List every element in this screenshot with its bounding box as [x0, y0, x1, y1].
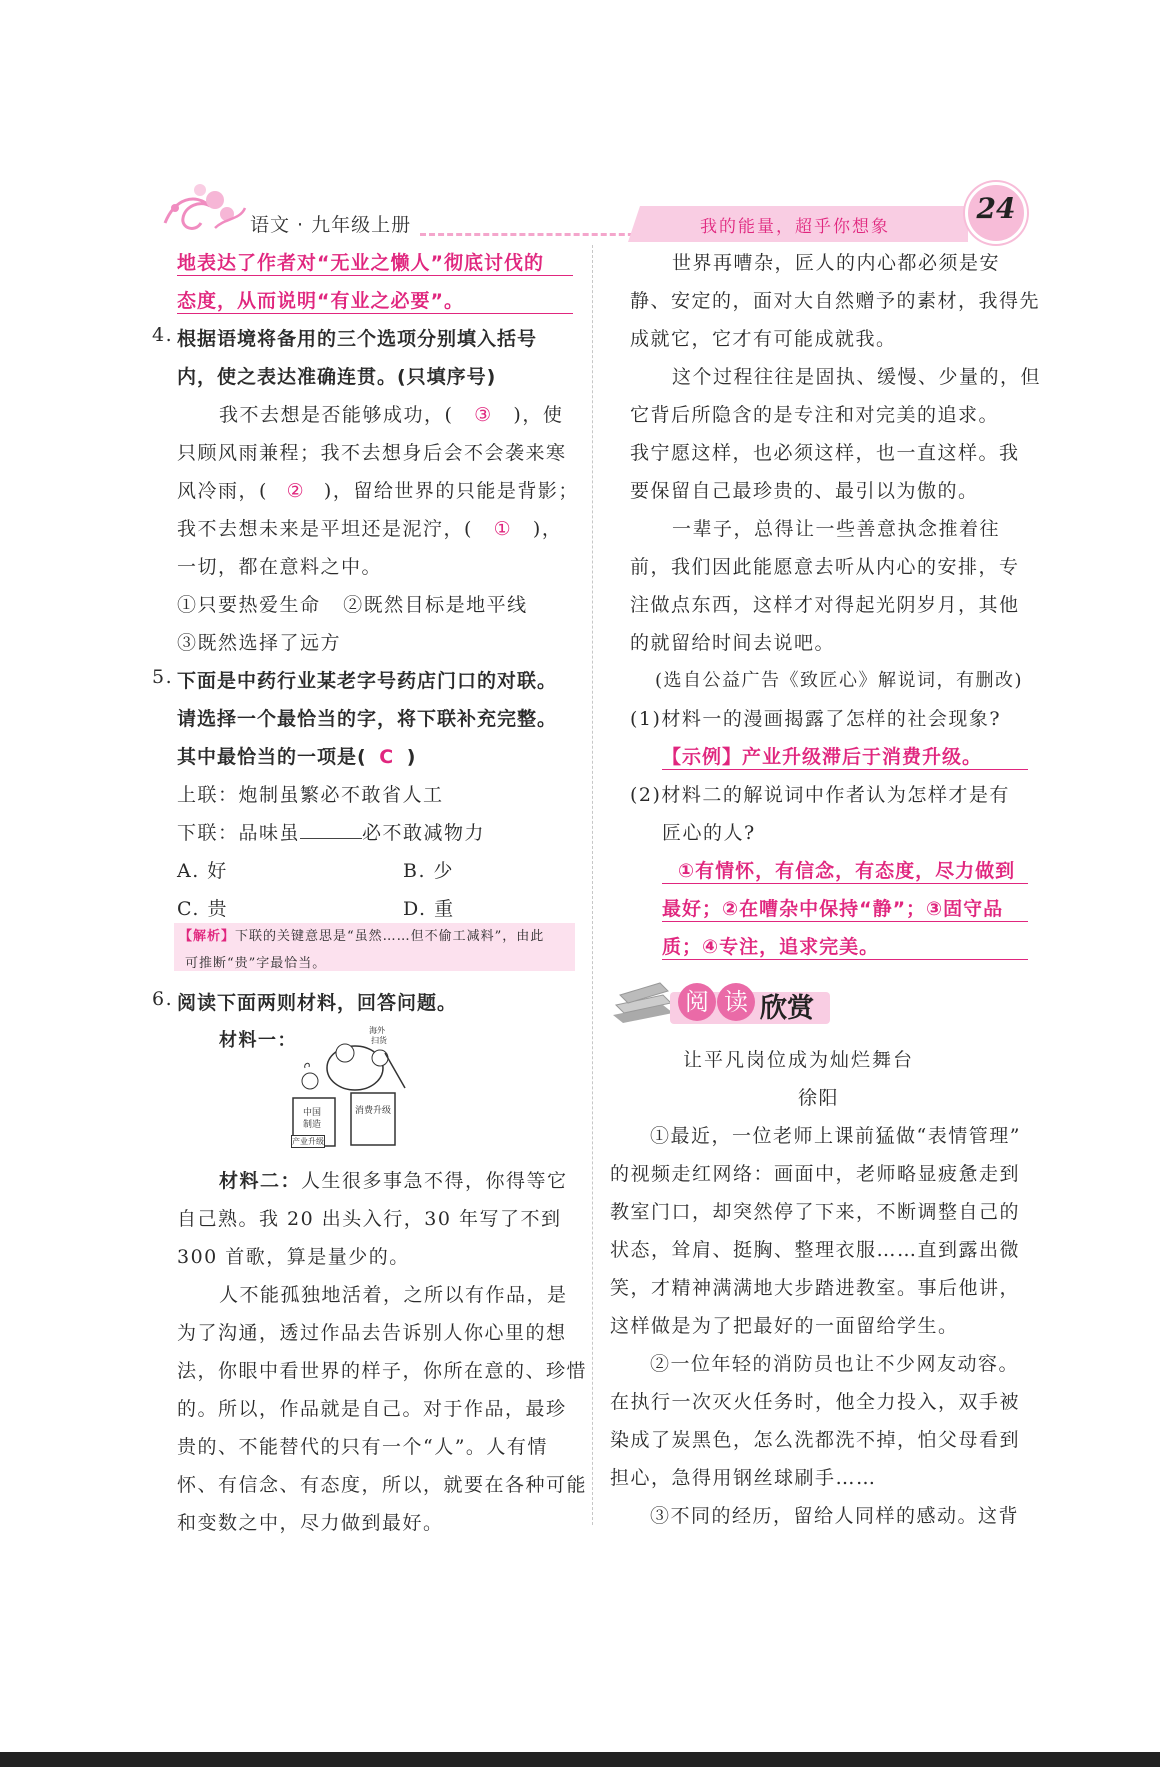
- passage-line: 注做点东西，这样才对得起光阴岁月，其他: [630, 594, 1020, 616]
- couplet-text: 下联：品味虽: [177, 822, 301, 844]
- couplet-lower: [177, 818, 485, 845]
- passage-line: 法，你眼中看世界的样子，你所在意的、珍惜: [177, 1360, 588, 1382]
- cartoon-label: 产业升级: [292, 1137, 324, 1146]
- banner-char: 阅: [678, 983, 716, 1021]
- question-number: 6.: [152, 988, 174, 1010]
- article-author: 徐阳: [798, 1087, 840, 1109]
- article-line: 这样做是为了把最好的一面留给学生。: [610, 1315, 959, 1337]
- question-text: 内，使之表达准确连贯。(只填序号): [177, 366, 497, 388]
- cartoon-label: 海外: [369, 1026, 385, 1035]
- passage-line: 成就它，它才有可能成就我。: [630, 328, 897, 350]
- answer-line: ①有情怀，有信念，有态度，尽力做到: [662, 856, 1028, 884]
- passage-line: 一切，都在意料之中。: [177, 556, 383, 578]
- column-divider: [592, 245, 593, 1525]
- question-text: [177, 742, 416, 769]
- passage-line: 300 首歌，算是量少的。: [177, 1246, 410, 1268]
- passage-text: 人生很多事急不得，你得等它: [301, 1170, 568, 1192]
- question-text: 根据语境将备用的三个选项分别填入括号: [177, 328, 538, 350]
- bottom-scan-edge: [0, 1752, 1160, 1767]
- option-line: ①只要热爱生命 ②既然目标是地平线: [177, 594, 528, 616]
- banner-char: 读: [717, 983, 755, 1021]
- page-number: 24: [976, 192, 1016, 225]
- passage-text: 我不去想未来是平坦还是泥泞，(: [177, 518, 473, 540]
- material-two-line: [219, 1166, 568, 1193]
- passage-line: [177, 476, 579, 503]
- passage-line: 只顾风雨兼程；我不去想身后会不会袭来寒: [177, 442, 567, 464]
- passage-line: 的就留给时间去说吧。: [630, 632, 836, 654]
- article-line: 担心，急得用钢丝球刷手……: [610, 1467, 877, 1489]
- passage-text: 风冷雨，(: [177, 480, 268, 502]
- question-number: 5.: [152, 666, 174, 688]
- analysis-tag: 【解析】: [179, 929, 236, 944]
- material-label: 材料一：: [219, 1030, 297, 1051]
- fill-answer: ③: [474, 404, 493, 426]
- passage-line: 前，我们因此能愿意去听从内心的安排，专: [630, 556, 1020, 578]
- books-icon: [608, 975, 678, 1027]
- passage-text: )，留给世界的只能是背影；: [323, 480, 579, 502]
- passage-line: 为了沟通，透过作品去告诉别人你心里的想: [177, 1322, 567, 1344]
- article-line: ②一位年轻的消防员也让不少网友动容。: [650, 1353, 1020, 1375]
- question-text: 请选择一个最恰当的字，将下联补充完整。: [177, 708, 558, 730]
- slogan-text: 我的能量，超乎你想象: [700, 217, 890, 237]
- passage-line: 世界再嘈杂，匠人的内心都必须是安: [672, 252, 1001, 274]
- couplet-text: 必不敢减物力: [362, 822, 486, 844]
- answer-line: 地表达了作者对“无业之懒人”彻底讨伐的: [177, 248, 573, 276]
- sub-question: (1)材料一的漫画揭露了怎样的社会现象?: [630, 708, 1002, 730]
- passage-line: 的。所以，作品就是自己。对于作品，最珍: [177, 1398, 567, 1420]
- answer-line: 质；④专注，追求完美。: [662, 932, 1028, 960]
- analysis-text: 下联的关键意思是“虽然……但不偷工减料”，由此: [235, 929, 545, 944]
- passage-line: 要保留自己最珍贵的、最引以为傲的。: [630, 480, 979, 502]
- passage-line: 怀、有信念、有态度，所以，就要在各种可能: [177, 1474, 588, 1496]
- passage-line: [219, 400, 563, 427]
- fill-answer: ①: [493, 518, 513, 540]
- article-line: 状态，耸肩、挺胸、整理衣服……直到露出微: [610, 1239, 1021, 1261]
- answer-line: 最好；②在嘈杂中保持“静”；③固守品: [662, 894, 1028, 922]
- cartoon-label: 消费升级: [355, 1106, 392, 1116]
- material-label: 材料二：: [219, 1170, 302, 1192]
- cartoon-label: 中国: [303, 1108, 322, 1118]
- option-b: B. 少: [403, 860, 455, 882]
- article-line: ①最近，一位老师上课前猛做“表情管理”: [650, 1125, 1021, 1147]
- article-title: 让平凡岗位成为灿烂舞台: [683, 1049, 915, 1071]
- question-text-part: 其中最恰当的一项是(: [177, 746, 367, 768]
- passage-line: [177, 514, 562, 541]
- option-d: D. 重: [403, 898, 455, 920]
- source-note: (选自公益广告《致匠心》解说词，有删改): [655, 670, 1024, 691]
- passage-line: 贵的、不能替代的只有一个“人”。人有情: [177, 1436, 548, 1458]
- fill-answer: ②: [286, 480, 306, 502]
- article-line: 笑，才精神满满地大步踏进教室。事后他讲，: [610, 1277, 1021, 1299]
- floral-ornament-icon: [155, 178, 250, 240]
- analysis-line: 可推断“贵”字最恰当。: [185, 956, 327, 971]
- passage-line: 我宁愿这样，也必须这样，也一直这样。我: [630, 442, 1020, 464]
- passage-line: 和变数之中，尽力做到最好。: [177, 1512, 444, 1534]
- cartoon-illustration: [285, 1023, 415, 1148]
- cartoon-label: 制造: [303, 1120, 322, 1130]
- article-line: 染成了炭黑色，怎么洗都洗不掉，怕父母看到: [610, 1429, 1021, 1451]
- blank-line: [300, 820, 362, 839]
- passage-text: )，使: [513, 404, 564, 426]
- analysis-line: [179, 925, 544, 944]
- question-text: 下面是中药行业某老字号药店门口的对联。: [177, 670, 558, 692]
- option-line: ③既然选择了远方: [177, 632, 342, 654]
- option-a: A. 好: [177, 860, 228, 882]
- passage-line: 自己熟。我 20 出头入行，30 年写了不到: [177, 1208, 562, 1230]
- book-subject: 语文 · 九年级上册: [250, 214, 412, 236]
- question-text-part: ): [406, 746, 417, 768]
- passage-line: 这个过程往往是固执、缓慢、少量的，但: [672, 366, 1042, 388]
- choice-answer: C: [379, 746, 395, 768]
- sub-question: 匠心的人?: [662, 822, 756, 844]
- passage-line: 一辈子，总得让一些善意执念推着往: [672, 518, 1001, 540]
- answer-line: 态度，从而说明“有业之必要”。: [177, 286, 573, 314]
- passage-text: 我不去想是否能够成功，(: [219, 404, 454, 426]
- article-line: 的视频走红网络：画面中，老师略显疲惫走到: [610, 1163, 1021, 1185]
- question-number: 4.: [152, 324, 174, 346]
- passage-line: 它背后所隐含的是专注和对完美的追求。: [630, 404, 1000, 426]
- sub-question: (2)材料二的解说词中作者认为怎样才是有: [630, 784, 1010, 806]
- passage-line: 静、安定的，面对大自然赠予的素材，我得先: [630, 290, 1041, 312]
- banner-title: 欣赏: [760, 993, 814, 1024]
- answer-line: 【示例】产业升级滞后于消费升级。: [662, 742, 1028, 770]
- article-line: ③不同的经历，留给人同样的感动。这背: [650, 1505, 1020, 1527]
- passage-line: 人不能孤独地活着，之所以有作品，是: [219, 1284, 568, 1306]
- passage-text: )，: [532, 518, 563, 540]
- cartoon-label: 扫货: [371, 1036, 387, 1045]
- article-line: 在执行一次灭火任务时，他全力投入，双手被: [610, 1391, 1021, 1413]
- couplet-upper: 上联：炮制虽繁必不敢省人工: [177, 784, 444, 806]
- question-text: 阅读下面两则材料，回答问题。: [177, 992, 458, 1014]
- option-c: C. 贵: [177, 898, 228, 920]
- article-line: 教室门口，却突然停了下来，不断调整自己的: [610, 1201, 1021, 1223]
